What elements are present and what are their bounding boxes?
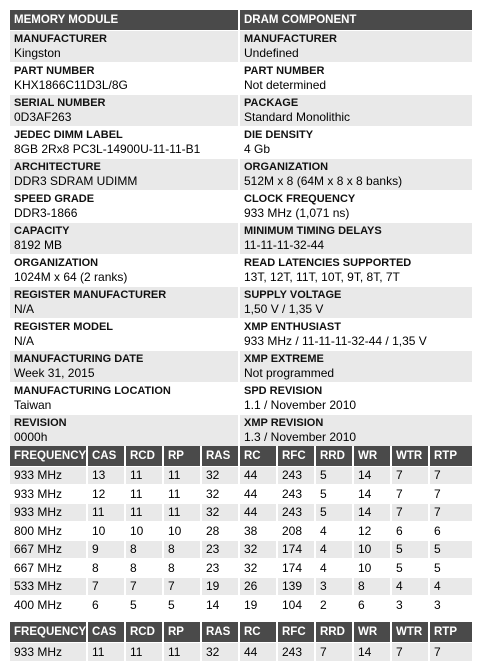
table-cell: 7 bbox=[391, 485, 429, 504]
table-cell: 2 bbox=[315, 596, 353, 615]
column-header: RTP bbox=[429, 446, 472, 466]
table-cell: 6 bbox=[429, 522, 472, 541]
table-cell: 11 bbox=[87, 642, 125, 661]
spec-value: 1.1 / November 2010 bbox=[244, 398, 357, 412]
table-cell: 3 bbox=[429, 596, 472, 615]
table-cell: 667 MHz bbox=[10, 559, 87, 578]
spec-value: KHX1866C11D3L/8G bbox=[14, 78, 128, 92]
spec-value: 13T, 12T, 11T, 10T, 9T, 8T, 7T bbox=[244, 270, 400, 284]
spec-label: CAPACITY bbox=[14, 225, 70, 237]
column-header: RCD bbox=[125, 622, 163, 642]
table-cell: 12 bbox=[353, 522, 391, 541]
table-cell: 174 bbox=[277, 540, 315, 559]
spec-label: SPEED GRADE bbox=[14, 193, 95, 205]
table-cell: 6 bbox=[353, 596, 391, 615]
spec-label: DIE DENSITY bbox=[244, 129, 314, 141]
spd-report bbox=[10, 10, 472, 661]
column-header: WR bbox=[353, 622, 391, 642]
spec-value: N/A bbox=[14, 334, 35, 348]
table-cell: 11 bbox=[163, 642, 201, 661]
spec-value: Taiwan bbox=[14, 398, 52, 412]
table-cell: 4 bbox=[429, 577, 472, 596]
spec-label: XMP REVISION bbox=[244, 417, 324, 429]
spec-value: 1.3 / November 2010 bbox=[244, 430, 357, 444]
spec-label: SUPPLY VOLTAGE bbox=[244, 289, 342, 301]
table-cell: 933 MHz bbox=[10, 485, 87, 504]
table-cell: 11 bbox=[163, 485, 201, 504]
spec-label: SPD REVISION bbox=[244, 385, 323, 397]
table-row bbox=[10, 540, 472, 559]
spec-value: DDR3 SDRAM UDIMM bbox=[14, 174, 138, 188]
table-cell: 5 bbox=[163, 596, 201, 615]
table-cell: 44 bbox=[239, 503, 277, 522]
spec-label: READ LATENCIES SUPPORTED bbox=[244, 257, 412, 269]
table-cell: 5 bbox=[315, 503, 353, 522]
spec-label: SERIAL NUMBER bbox=[14, 97, 106, 109]
table-cell: 10 bbox=[163, 522, 201, 541]
table-cell: 7 bbox=[163, 577, 201, 596]
table-row bbox=[10, 596, 472, 615]
table-cell: 243 bbox=[277, 466, 315, 485]
spec-value: DDR3-1866 bbox=[14, 206, 78, 220]
spec-value: Kingston bbox=[14, 46, 61, 60]
spec-value: N/A bbox=[14, 302, 35, 316]
table-cell: 7 bbox=[125, 577, 163, 596]
table-cell: 3 bbox=[315, 577, 353, 596]
table-cell: 5 bbox=[391, 559, 429, 578]
column-header: RTP bbox=[429, 622, 472, 642]
table-cell: 7 bbox=[429, 466, 472, 485]
module-spec-cell bbox=[10, 318, 240, 350]
column-header: CAS bbox=[87, 446, 125, 466]
spec-value: Week 31, 2015 bbox=[14, 366, 95, 380]
table-cell: 7 bbox=[429, 642, 472, 661]
table-cell: 44 bbox=[239, 466, 277, 485]
column-header: WTR bbox=[391, 446, 429, 466]
spec-label: REVISION bbox=[14, 417, 67, 429]
table-cell: 4 bbox=[315, 540, 353, 559]
table-cell: 11 bbox=[163, 503, 201, 522]
table-cell: 8 bbox=[125, 540, 163, 559]
table-row bbox=[10, 466, 472, 485]
spec-value: Standard Monolithic bbox=[244, 110, 351, 124]
table-cell: 44 bbox=[239, 642, 277, 661]
spec-value: 11-11-11-32-44 bbox=[244, 238, 325, 252]
module-spec-cell bbox=[10, 382, 240, 414]
column-header: RC bbox=[239, 446, 277, 466]
table-cell: 6 bbox=[87, 596, 125, 615]
spec-label: MANUFACTURING LOCATION bbox=[14, 385, 171, 397]
spec-value: Undefined bbox=[244, 46, 299, 60]
table-cell: 32 bbox=[239, 559, 277, 578]
table-cell: 32 bbox=[201, 503, 239, 522]
column-header: RP bbox=[163, 622, 201, 642]
timings-table bbox=[10, 446, 472, 614]
dram-spec-cell bbox=[240, 30, 472, 62]
table-cell: 8 bbox=[125, 559, 163, 578]
column-header: CAS bbox=[87, 622, 125, 642]
table-cell: 32 bbox=[201, 485, 239, 504]
table-cell: 8 bbox=[163, 540, 201, 559]
table-cell: 243 bbox=[277, 642, 315, 661]
table-cell: 11 bbox=[125, 466, 163, 485]
table-cell: 12 bbox=[87, 485, 125, 504]
spec-label: XMP EXTREME bbox=[244, 353, 324, 365]
spec-table bbox=[10, 10, 472, 446]
spec-value: Not programmed bbox=[244, 366, 335, 380]
module-spec-cell bbox=[10, 286, 240, 318]
table-cell: 7 bbox=[391, 503, 429, 522]
spec-value: 0D3AF263 bbox=[14, 110, 72, 124]
xmp-header-row bbox=[10, 622, 472, 642]
table-cell: 13 bbox=[87, 466, 125, 485]
spec-label: MINIMUM TIMING DELAYS bbox=[244, 225, 382, 237]
table-cell: 5 bbox=[429, 559, 472, 578]
table-cell: 10 bbox=[125, 522, 163, 541]
table-cell: 10 bbox=[353, 540, 391, 559]
table-cell: 6 bbox=[391, 522, 429, 541]
dram-spec-cell bbox=[240, 158, 472, 190]
table-cell: 7 bbox=[391, 466, 429, 485]
table-cell: 32 bbox=[239, 540, 277, 559]
timings-header-row bbox=[10, 446, 472, 466]
spec-label: REGISTER MANUFACTURER bbox=[14, 289, 167, 301]
spec-label: REGISTER MODEL bbox=[14, 321, 114, 333]
table-cell: 400 MHz bbox=[10, 596, 87, 615]
table-cell: 533 MHz bbox=[10, 577, 87, 596]
table-cell: 11 bbox=[87, 503, 125, 522]
table-row bbox=[10, 503, 472, 522]
spec-label: MANUFACTURER bbox=[244, 33, 337, 45]
module-spec-cell bbox=[10, 190, 240, 222]
spec-label: MANUFACTURING DATE bbox=[14, 353, 144, 365]
module-spec-cell bbox=[10, 30, 240, 62]
table-cell: 5 bbox=[429, 540, 472, 559]
table-cell: 4 bbox=[315, 522, 353, 541]
table-cell: 14 bbox=[353, 466, 391, 485]
module-spec-cell bbox=[10, 254, 240, 286]
spec-label: PART NUMBER bbox=[14, 65, 95, 77]
table-cell: 7 bbox=[429, 503, 472, 522]
table-cell: 243 bbox=[277, 503, 315, 522]
table-cell: 38 bbox=[239, 522, 277, 541]
column-header: WTR bbox=[391, 622, 429, 642]
table-row bbox=[10, 559, 472, 578]
table-cell: 10 bbox=[87, 522, 125, 541]
dram-spec-cell bbox=[240, 222, 472, 254]
table-cell: 8 bbox=[163, 559, 201, 578]
spec-value: Not determined bbox=[244, 78, 327, 92]
table-cell: 8 bbox=[87, 559, 125, 578]
table-row bbox=[10, 485, 472, 504]
column-header: RRD bbox=[315, 622, 353, 642]
column-header: RRD bbox=[315, 446, 353, 466]
xmp-timings-table bbox=[10, 622, 472, 661]
table-cell: 28 bbox=[201, 522, 239, 541]
table-cell: 32 bbox=[201, 466, 239, 485]
table-cell: 243 bbox=[277, 485, 315, 504]
spec-label: JEDEC DIMM LABEL bbox=[14, 129, 123, 141]
dram-spec-cell bbox=[240, 126, 472, 158]
dram-spec-cell bbox=[240, 414, 472, 446]
table-cell: 14 bbox=[353, 503, 391, 522]
column-header: RAS bbox=[201, 622, 239, 642]
table-cell: 933 MHz bbox=[10, 503, 87, 522]
table-cell: 7 bbox=[429, 485, 472, 504]
table-cell: 11 bbox=[163, 466, 201, 485]
table-cell: 14 bbox=[201, 596, 239, 615]
table-cell: 26 bbox=[239, 577, 277, 596]
memory-module-header: MEMORY MODULE bbox=[10, 10, 240, 30]
table-cell: 174 bbox=[277, 559, 315, 578]
table-cell: 11 bbox=[125, 485, 163, 504]
table-cell: 9 bbox=[87, 540, 125, 559]
spec-value: 933 MHz / 11-11-11-32-44 / 1,35 V bbox=[244, 334, 427, 348]
column-header: RC bbox=[239, 622, 277, 642]
table-cell: 5 bbox=[315, 466, 353, 485]
spec-label: PART NUMBER bbox=[244, 65, 325, 77]
dram-spec-cell bbox=[240, 382, 472, 414]
dram-spec-cell bbox=[240, 62, 472, 94]
table-row bbox=[10, 642, 472, 661]
table-cell: 44 bbox=[239, 485, 277, 504]
spec-label: PACKAGE bbox=[244, 97, 299, 109]
spec-value: 933 MHz (1,071 ns) bbox=[244, 206, 350, 220]
spec-value: 4 Gb bbox=[244, 142, 271, 156]
spec-value: 1024M x 64 (2 ranks) bbox=[14, 270, 128, 284]
column-header: FREQUENCY bbox=[10, 622, 87, 642]
table-row bbox=[10, 522, 472, 541]
column-header: FREQUENCY bbox=[10, 446, 87, 466]
table-cell: 4 bbox=[315, 559, 353, 578]
table-cell: 8 bbox=[353, 577, 391, 596]
spec-value: 8192 MB bbox=[14, 238, 63, 252]
table-cell: 5 bbox=[391, 540, 429, 559]
table-cell: 4 bbox=[391, 577, 429, 596]
module-spec-cell bbox=[10, 126, 240, 158]
table-cell: 14 bbox=[353, 642, 391, 661]
table-cell: 3 bbox=[391, 596, 429, 615]
table-cell: 5 bbox=[315, 485, 353, 504]
table-cell: 7 bbox=[87, 577, 125, 596]
spec-label: XMP ENTHUSIAST bbox=[244, 321, 341, 333]
spec-value: 512M x 8 (64M x 8 x 8 banks) bbox=[244, 174, 403, 188]
spec-label: CLOCK FREQUENCY bbox=[244, 193, 356, 205]
module-spec-cell bbox=[10, 94, 240, 126]
table-cell: 10 bbox=[353, 559, 391, 578]
spec-label: ORGANIZATION bbox=[14, 257, 99, 269]
column-header: RFC bbox=[277, 622, 315, 642]
table-row bbox=[10, 577, 472, 596]
dram-component-header: DRAM COMPONENT bbox=[240, 10, 472, 30]
column-header: RP bbox=[163, 446, 201, 466]
spec-value: 8GB 2Rx8 PC3L-14900U-11-11-B1 bbox=[14, 142, 201, 156]
table-cell: 208 bbox=[277, 522, 315, 541]
table-gap bbox=[10, 614, 472, 622]
module-spec-cell bbox=[10, 222, 240, 254]
dram-spec-cell bbox=[240, 94, 472, 126]
table-cell: 7 bbox=[391, 642, 429, 661]
table-cell: 14 bbox=[353, 485, 391, 504]
spec-label: MANUFACTURER bbox=[14, 33, 107, 45]
module-spec-cell bbox=[10, 158, 240, 190]
column-header: RAS bbox=[201, 446, 239, 466]
table-cell: 32 bbox=[201, 642, 239, 661]
table-cell: 19 bbox=[239, 596, 277, 615]
dram-spec-cell bbox=[240, 350, 472, 382]
spec-label: ORGANIZATION bbox=[244, 161, 329, 173]
column-header: RCD bbox=[125, 446, 163, 466]
spec-value: 1,50 V / 1,35 V bbox=[244, 302, 324, 316]
table-cell: 11 bbox=[125, 642, 163, 661]
dram-spec-cell bbox=[240, 190, 472, 222]
table-cell: 23 bbox=[201, 540, 239, 559]
module-spec-cell bbox=[10, 414, 240, 446]
table-cell: 933 MHz bbox=[10, 466, 87, 485]
table-cell: 11 bbox=[125, 503, 163, 522]
column-header: WR bbox=[353, 446, 391, 466]
table-cell: 7 bbox=[315, 642, 353, 661]
dram-spec-cell bbox=[240, 286, 472, 318]
table-cell: 19 bbox=[201, 577, 239, 596]
module-spec-cell bbox=[10, 350, 240, 382]
table-cell: 139 bbox=[277, 577, 315, 596]
table-cell: 933 MHz bbox=[10, 642, 87, 661]
dram-spec-cell bbox=[240, 254, 472, 286]
table-cell: 5 bbox=[125, 596, 163, 615]
spec-label: ARCHITECTURE bbox=[14, 161, 101, 173]
table-cell: 800 MHz bbox=[10, 522, 87, 541]
table-cell: 667 MHz bbox=[10, 540, 87, 559]
table-cell: 104 bbox=[277, 596, 315, 615]
module-spec-cell bbox=[10, 62, 240, 94]
spec-value: 0000h bbox=[14, 430, 48, 444]
dram-spec-cell bbox=[240, 318, 472, 350]
table-cell: 23 bbox=[201, 559, 239, 578]
column-header: RFC bbox=[277, 446, 315, 466]
